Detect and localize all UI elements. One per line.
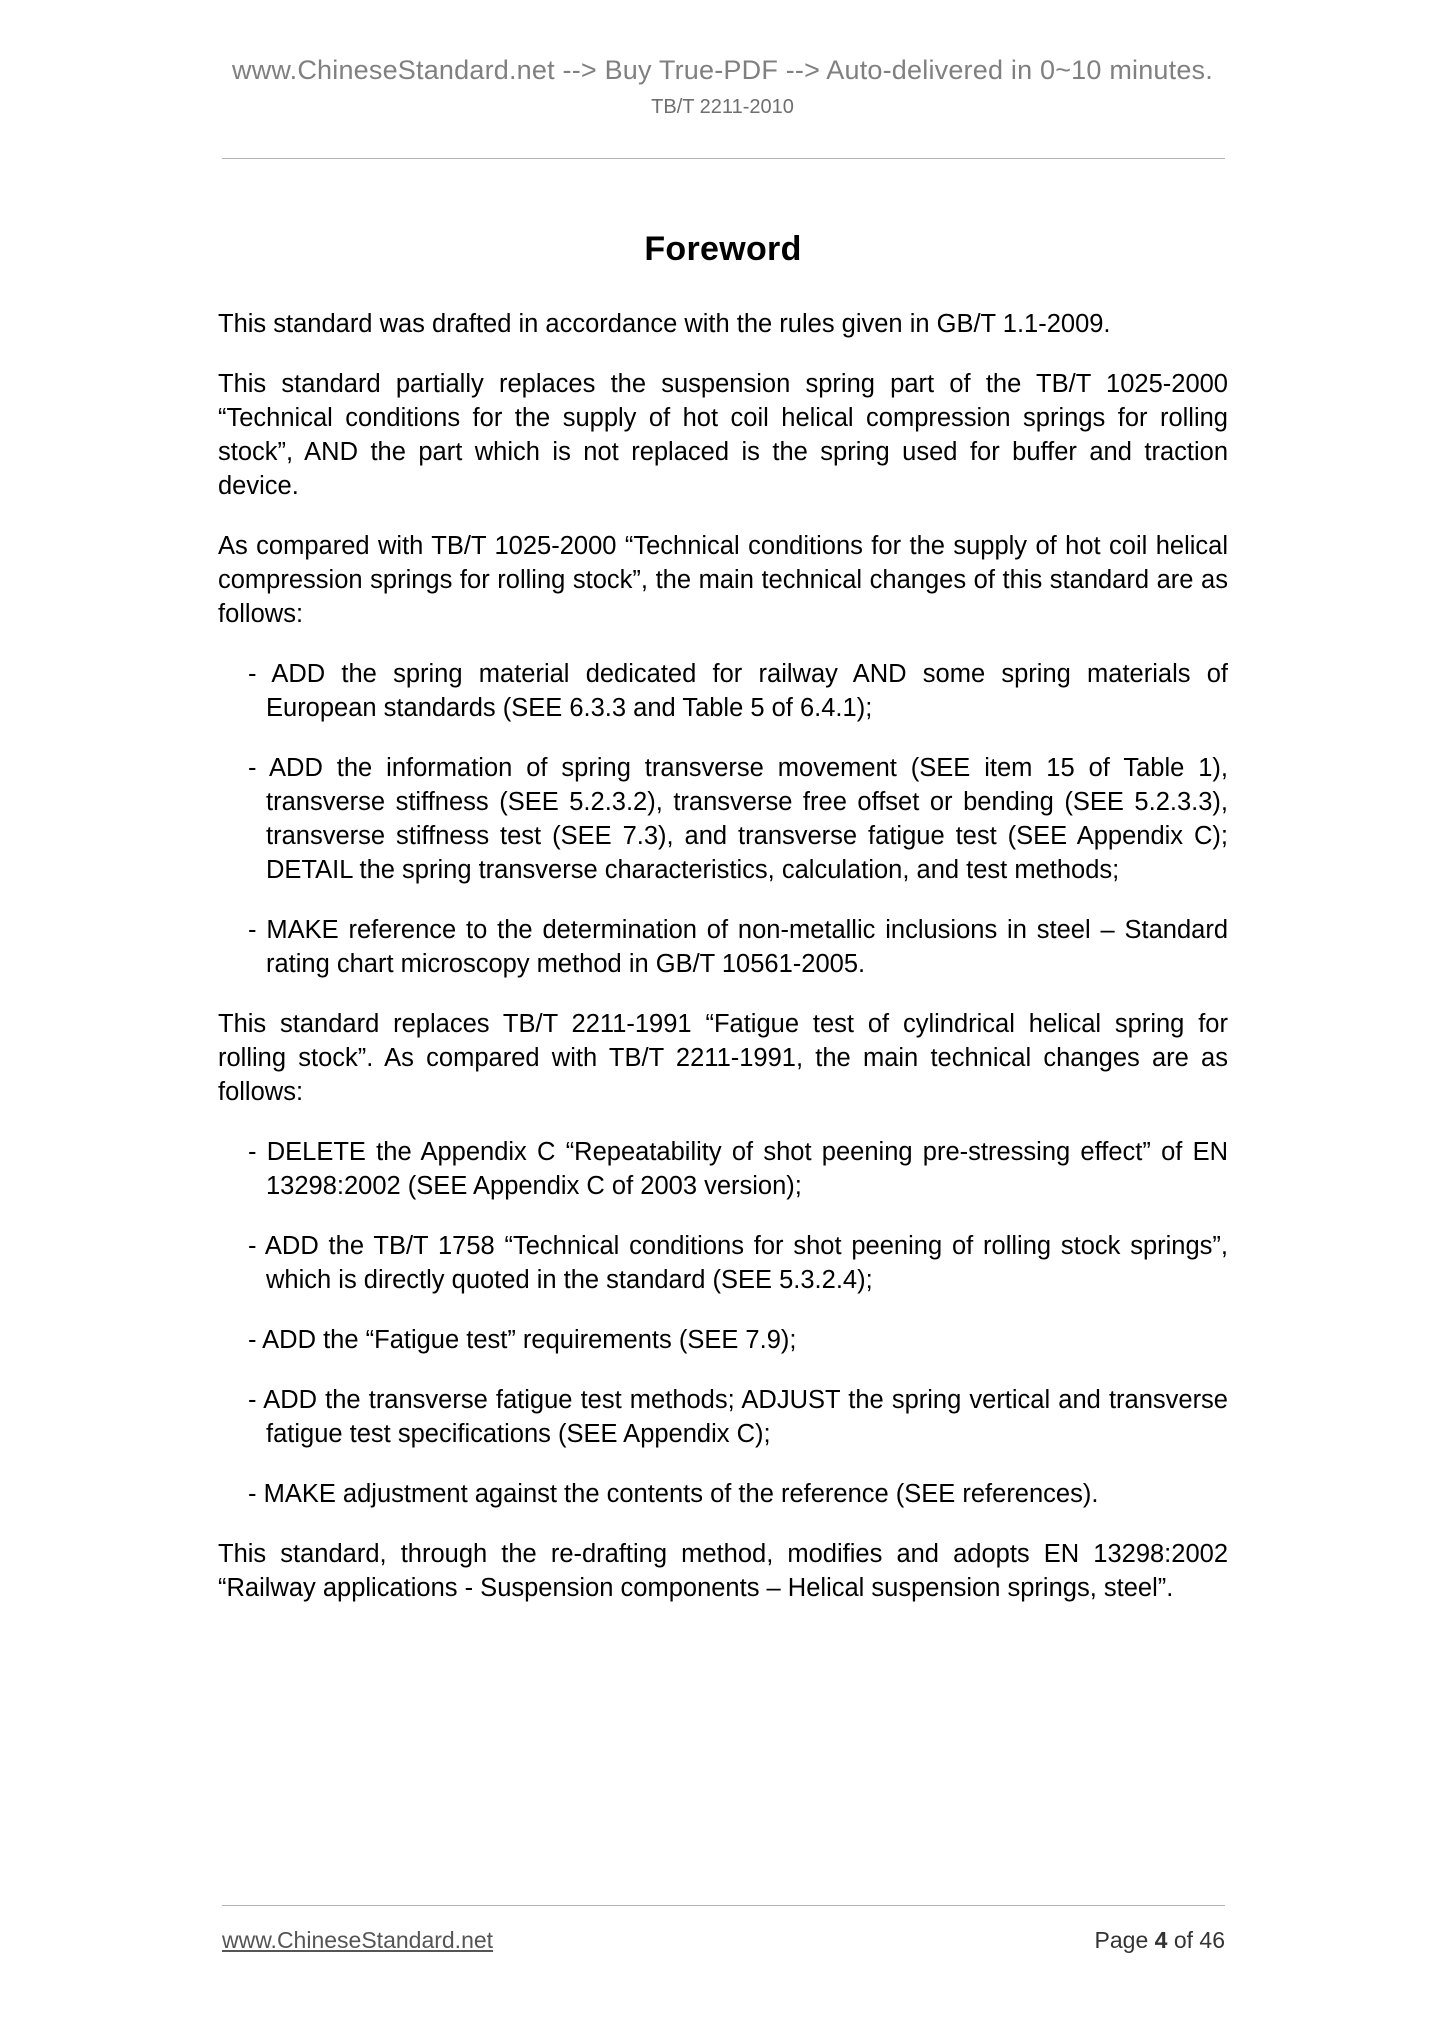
paragraph-5: This standard, through the re-drafting method, modifies and adopts EN 13298:2002 “Railway applications - Suspension components – Helical suspension springs, steel”. xyxy=(218,1540,1228,1602)
page-prefix: Page xyxy=(1094,1927,1155,1953)
change-list-second xyxy=(218,1135,1228,1511)
page-title: Foreword xyxy=(644,230,802,268)
document-content xyxy=(218,230,1228,1631)
list-item: - MAKE reference to the determination of non-metallic inclusions in steel – Standard rating chart microscopy method in GB/T 10561-2005. xyxy=(248,916,1228,978)
page-number-label xyxy=(1095,1927,1225,1954)
header-divider xyxy=(222,158,1225,159)
list-item: - DELETE the Appendix C “Repeatability of shot peening pre-stressing effect” of EN 13298:2002 (SEE Appendix C of 2003 version); xyxy=(248,1138,1228,1200)
paragraph-2: This standard partially replaces the suspension spring part of the TB/T 1025-2000 “Technical conditions for the supply of hot coil helical compression springs for rolling stock”, AND the part which is not replaced is the spring used for buffer and traction device. xyxy=(218,370,1228,500)
list-item: - ADD the spring material dedicated for railway AND some spring materials of European standards (SEE 6.3.3 and Table 5 of 6.4.1); xyxy=(248,660,1228,722)
change-list-first xyxy=(218,657,1228,981)
list-item: - ADD the TB/T 1758 “Technical conditions for shot peening of rolling stock springs”, which is directly quoted in the standard (SEE 5.3.2.4); xyxy=(248,1232,1228,1294)
list-item: - ADD the “Fatigue test” requirements (SEE 7.9); xyxy=(248,1326,797,1354)
paragraph-4: This standard replaces TB/T 2211-1991 “Fatigue test of cylindrical helical spring for rolling stock”. As compared with TB/T 2211-1991, the main technical changes are as follows: xyxy=(218,1010,1228,1106)
paragraph-1: This standard was drafted in accordance with the rules given in GB/T 1.1-2009. xyxy=(218,310,1111,338)
watermark-text: www.ChineseStandard.net --> Buy True-PDF --> Auto-delivered in 0~10 minutes. xyxy=(232,55,1213,85)
page-middle: of xyxy=(1167,1927,1200,1953)
page-current: 4 xyxy=(1154,1927,1168,1953)
paragraph-3: As compared with TB/T 1025-2000 “Technical conditions for the supply of hot coil helical compression springs for rolling stock”, the main technical changes of this standard are as follows: xyxy=(218,532,1228,628)
page-header xyxy=(0,55,1445,119)
footer-site-link[interactable]: www.ChineseStandard.net xyxy=(222,1927,494,1953)
list-item: - ADD the information of spring transverse movement (SEE item 15 of Table 1), transverse stiffness (SEE 5.2.3.2), transverse free offset or bending (SEE 5.2.3.3), transverse stiffness test (SEE 7.3), and transverse fatigue test (SEE Appendix C); DETAIL the spring transverse characteristics, calculation, and test methods; xyxy=(248,754,1228,884)
standard-code: TB/T 2211-2010 xyxy=(651,96,794,118)
list-item: - MAKE adjustment against the contents of the reference (SEE references). xyxy=(248,1480,1099,1508)
page-footer xyxy=(222,1927,1225,1954)
page-total: 46 xyxy=(1199,1927,1225,1953)
footer-divider xyxy=(222,1905,1225,1906)
list-item: - ADD the transverse fatigue test methods; ADJUST the spring vertical and transverse fatigue test specifications (SEE Appendix C); xyxy=(248,1386,1228,1448)
